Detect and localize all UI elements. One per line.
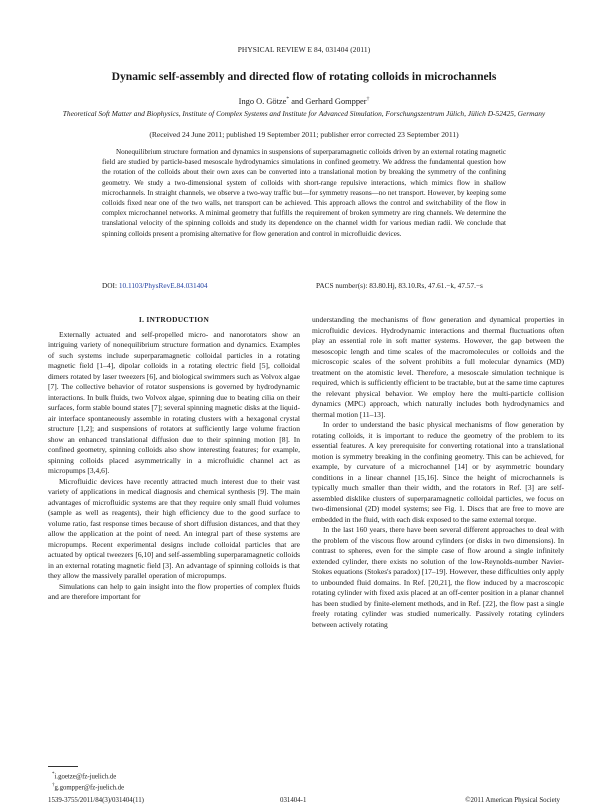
paragraph: understanding the mechanisms of flow generation and dynamical properties in microfluidic devices. Hydrodynamic interactions and thermal fluctuations often play an essential role in soft matter systems. However, the gap between the mesoscopic length and time scales of the macromolecules or colloids and the microscopic scales of the solvent prohibits a full molecular dynamics (MD) treatment on the atomistic level. Therefore, a mesoscale simulation technique is required, which is sufficiently efficient to be tractable, but at the same time captures the relevant physical behavior. We employ here the multi-particle collision dynamics (MPC) approach, which naturally includes both hydrodynamics and thermal motion [11–13].: [312, 315, 564, 419]
author-1-mark: *: [286, 96, 290, 102]
footnote-rule: [48, 766, 78, 767]
author-2: Gerhard Gompper: [305, 96, 367, 106]
paragraph: Externally actuated and self-propelled micro- and nanorotators show an intriguing variety of nonequilibrium structure formation and dynamics. Examples of such systems include superparamagnetic colloidal particles in a rotating magnetic field [1–4], dipolar colloids in a rotating electric field [5], colloidal dimers rotated by laser tweezers [6], and biological swimmers such as Volvox algae [7]. The collective behavior of rotator suspensions is governed by hydrodynamic interactions. In bulk fluids, two Volvox algae, spinning due to beating cilia on their surfaces, form stable bound states [7]; several spinning magnetic disks at the liquid-air interface spontaneously assemble in rotating clusters with a hexagonal crystal structure [1,2]; and suspensions of rotators at sufficiently large volume fraction show an enhanced translational diffusion due to their spinning motion [8]. In confined geometry, spinning colloids also show interesting features; for example, spinning colloids placed asymmetrically in a microfluidic channel act as micropumps [3,4,6].: [48, 329, 300, 475]
footer-issn: 1539-3755/2011/84(3)/031404(11): [48, 797, 144, 804]
right-column: [312, 315, 564, 630]
running-header: PHYSICAL REVIEW E 84, 031404 (2011): [237, 45, 371, 54]
footer-copyright: ©2011 American Physical Society: [465, 797, 560, 804]
doi-link[interactable]: 10.1103/PhysRevE.84.031404: [118, 281, 208, 290]
section-heading: I. INTRODUCTION: [138, 315, 210, 324]
pacs-numbers: PACS number(s): 83.80.Hj, 83.10.Rs, 47.61.−k, 47.57.−s: [316, 281, 483, 290]
abstract: Nonequilibrium structure formation and dynamics in suspensions of superparamagnetic colloids driven by an external rotating magnetic field are studied by particle-based mesoscale hydrodynamics simulations in confined geometry. We address the fundamental question how the rotation of the colloids about their own axes can be converted into a translational motion by breaking the symmetry of the confining geometry. We study a two-dimensional system of colloids with short-range repulsive interactions, which mimics flow in shallow microchannels. In straight channels, we observe a two-way traffic but—for symmetry reasons—no net transport. However, by keeping some colloids fixed near one of the two walls, net transport can be achieved. This approach allows the control and switchability of the flow in complex microchannel networks. A minimal geometry that fulfills the requirement of broken symmetry are ring channels. We determine the translational velocity of the spinning colloids and study its dependence on the channel width for various median radii. We conclude that spinning colloids present a promising alternative for flow generation and control in microfluidic devices.: [102, 148, 506, 238]
footnote-1: [52, 770, 124, 781]
author-conjunction: and: [289, 96, 306, 106]
footnote-1-email: i.goetze@fz-juelich.de: [54, 773, 117, 781]
footnote-2-email: g.gompper@fz-juelich.de: [54, 784, 125, 792]
footnote-2-mark: †: [52, 783, 55, 789]
footnote-1-mark: *: [52, 772, 55, 777]
paragraph: In order to understand the basic physical mechanisms of flow generation by rotating colloids, it is important to reduce the geometry of the problem to its essential features. A key prerequisite for converting rotational into a translational motion is symmetry breaking in the confining geometry. This can be achieved, for example, by curvature of a microchannel [14] or by asymmetric boundary conditions in a linear channel [15,16]. Since the height of microchannels is typically much smaller than their width, and the rotators in Ref. [3] are self-assembled disklike clusters of superparamagnetic colloidal particles, we focus on two-dimensional (2D) model systems; see Fig. 1. Discs that are free to move are embedded in the fluid, with each disk exposed to the same external torque.: [312, 420, 564, 524]
footnote-2: [52, 781, 124, 792]
doi-line: [102, 281, 208, 290]
left-column: [48, 315, 300, 603]
footnotes: [52, 770, 124, 793]
affiliation: Theoretical Soft Matter and Biophysics, Institute of Complex Systems and Institute for Advanced Simulation, Forschungszentrum Jülich, Jülich D-52425, Germany: [62, 109, 546, 118]
received-dates: (Received 24 June 2011; published 19 September 2011; publisher error corrected 23 September 2011): [149, 130, 459, 139]
doi-label: DOI:: [102, 281, 119, 290]
article-title: Dynamic self-assembly and directed flow of rotating colloids in microchannels: [111, 70, 497, 83]
footer-page-number: 031404-1: [280, 797, 307, 804]
author-2-mark: †: [366, 96, 370, 102]
paragraph: Simulations can help to gain insight into the flow properties of complex fluids and are therefore important for: [48, 581, 300, 601]
paragraph: In the last 160 years, there have been several different approaches to deal with the problem of the viscous flow around cylinders (or disks in two dimensions). In contrast to spheres, even for the simple case of flow around a single infinitely extended cylinder, there exists no solution of the low-Reynolds-number Navier-Stokes equations (Stokes's paradox) [17–19]. However, these difficulties only apply to unbounded fluid domains. In Ref. [20,21], the flow induced by a macroscopic rotating cylinder with fixed axis placed at an off-center position in a planar channel has been studied by finite-element methods, and in Ref. [22], the flow past a single freely rotating cylinder was studied numerically. Passively rotating cylinders between actively rotating: [312, 525, 564, 629]
author-line: [40, 96, 568, 106]
paragraph: Microfluidic devices have recently attracted much interest due to their vast variety of applications in medical diagnosis and chemical synthesis [9]. The main advantages of microfluidic systems are that they require only small fluid volumes (sample as well as reagents), their high efficiency due to the good surface to volume ratio, fast response times because of short diffusion distances, and that they allow the application at the point of need. An integral part of these systems are micropumps. Recent experimental designs include colloidal particles that are actuated by optical tweezers [6,10] and self-assembling superparamagnetic colloids in an external rotating magnetic field [3]. An advantage of spinning colloids is that they allow the massively parallel operation of micropumps.: [48, 476, 300, 580]
author-1: Ingo O. Götze: [238, 96, 287, 106]
